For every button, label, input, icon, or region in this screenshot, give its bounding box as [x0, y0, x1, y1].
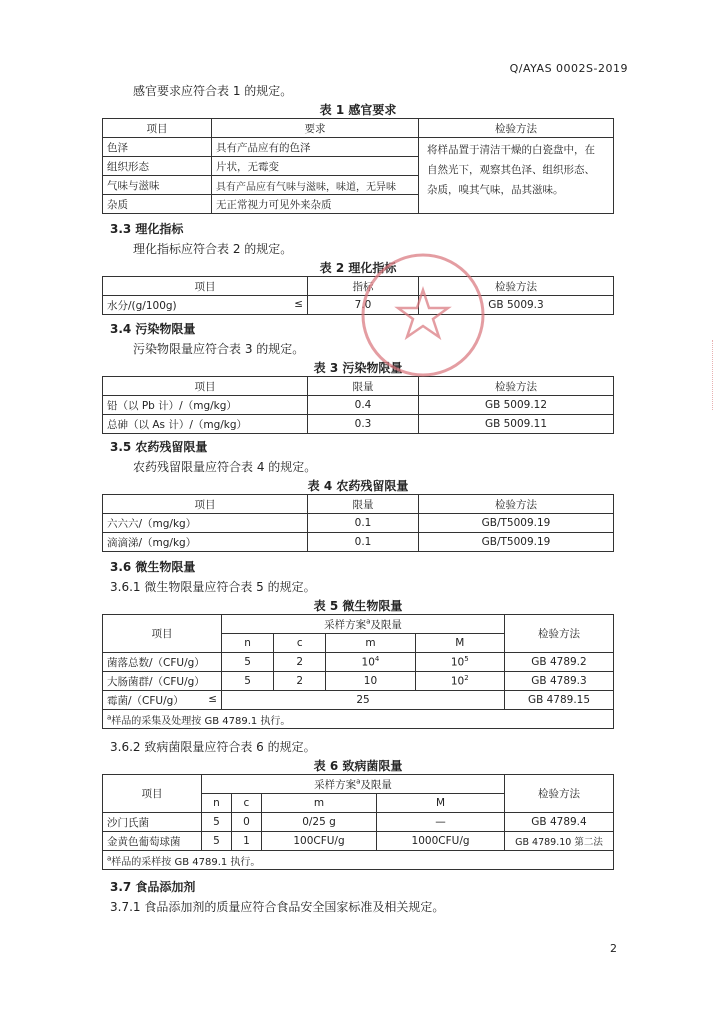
- t5-row1-m: $10^4$: [326, 653, 415, 672]
- section-3-3: 3.3 理化指标: [110, 222, 184, 236]
- t2-row-method: GB 5009.3: [419, 296, 614, 315]
- table1-caption: 表 1 感官要求: [319, 103, 397, 117]
- t1-row1-req: 具有产品应有的色泽: [212, 138, 419, 157]
- t6-row1-method: GB 4789.4: [505, 813, 614, 832]
- t5-note: $^a$样品的采集及处理按 GB 4789.1 执行。: [103, 710, 614, 729]
- t5-head-item: 项目: [103, 615, 222, 653]
- t6-sub-M: M: [377, 794, 505, 813]
- t2-row-value: 7.0: [308, 296, 419, 315]
- t5-row2-M: $10^2$: [415, 672, 504, 691]
- t4-head-item: 项目: [103, 495, 308, 514]
- t6-sub-c: c: [231, 794, 261, 813]
- t5-row1-c: 2: [274, 653, 326, 672]
- t5-sub-M: M: [415, 634, 504, 653]
- t4-row1-item: 六六六/（mg/kg）: [103, 514, 308, 533]
- t6-row2-M: 1000CFU/g: [377, 832, 505, 851]
- document-code: Q/AYAS 0002S-2019: [509, 62, 628, 75]
- section-3-6: 3.6 微生物限量: [110, 560, 196, 574]
- t2-item-label: 水分/(g/100g): [107, 299, 177, 312]
- t2-item-op: ≤: [294, 297, 303, 310]
- contaminant-intro: 污染物限量应符合表 3 的规定。: [133, 342, 305, 356]
- t6-row2-method: GB 4789.10 第二法: [505, 832, 614, 851]
- t4-row1-method: GB/T5009.19: [419, 514, 614, 533]
- t6-row2-m: 100CFU/g: [261, 832, 376, 851]
- seal-star-icon: [398, 290, 448, 337]
- t5-row2-method: GB 4789.3: [505, 672, 614, 691]
- t1-row4-req: 无正常视力可见外来杂质: [212, 195, 419, 214]
- t1-head-item: 项目: [103, 119, 212, 138]
- t3-row1-item: 铅（以 Pb 计）/（mg/kg）: [103, 396, 308, 415]
- section-3-4: 3.4 污染物限量: [110, 322, 196, 336]
- seal-edge-mark: [712, 340, 719, 410]
- t6-note: $^a$样品的采样按 GB 4789.1 执行。: [103, 851, 614, 870]
- table3-caption: 表 3 污染物限量: [313, 361, 403, 375]
- table6-caption: 表 6 致病菌限量: [313, 759, 403, 773]
- t6-row1-c: 0: [231, 813, 261, 832]
- t4-head-limit: 限量: [308, 495, 419, 514]
- t3-row2-item: 总砷（以 As 计）/（mg/kg）: [103, 415, 308, 434]
- t5-row1-M: $10^5$: [415, 653, 504, 672]
- t1-row4-item: 杂质: [103, 195, 212, 214]
- t5-mold-value: 25: [222, 691, 505, 710]
- t5-row2-m: 10: [326, 672, 415, 691]
- t1-head-method: 检验方法: [419, 119, 614, 138]
- t5-row1-method: GB 4789.2: [505, 653, 614, 672]
- table2-caption: 表 2 理化指标: [319, 261, 397, 275]
- t4-row1-limit: 0.1: [308, 514, 419, 533]
- t6-row1-M: —: [377, 813, 505, 832]
- table4-caption: 表 4 农药残留限量: [307, 479, 409, 493]
- physchem-intro: 理化指标应符合表 2 的规定。: [133, 242, 293, 256]
- t5-row1-item: 菌落总数/（CFU/g）: [103, 653, 222, 672]
- table5-caption: 表 5 微生物限量: [313, 599, 403, 613]
- t5-row2-item: 大肠菌群/（CFU/g）: [103, 672, 222, 691]
- t6-row1-n: 5: [202, 813, 232, 832]
- t3-head-method: 检验方法: [419, 377, 614, 396]
- t3-row2-method: GB 5009.11: [419, 415, 614, 434]
- t6-head-plan: 采样方案$^a$及限量: [202, 775, 505, 794]
- t2-head-index: 指标: [308, 277, 419, 296]
- sensory-intro: 感官要求应符合表 1 的规定。: [133, 84, 293, 98]
- t5-head-method: 检验方法: [505, 615, 614, 653]
- t6-row1-m: 0/25 g: [261, 813, 376, 832]
- t2-head-item: 项目: [103, 277, 308, 296]
- page-number: 2: [610, 942, 617, 955]
- t5-sub-c: c: [274, 634, 326, 653]
- t5-mold-item: 霉菌/（CFU/g） ≤: [103, 691, 222, 710]
- t4-head-method: 检验方法: [419, 495, 614, 514]
- t5-head-plan: 采样方案$^a$及限量: [222, 615, 505, 634]
- t4-row2-item: 滴滴涕/（mg/kg）: [103, 533, 308, 552]
- t3-row1-limit: 0.4: [308, 396, 419, 415]
- t5-sub-m: m: [326, 634, 415, 653]
- t3-row2-limit: 0.3: [308, 415, 419, 434]
- t5-row2-c: 2: [274, 672, 326, 691]
- t3-head-item: 项目: [103, 377, 308, 396]
- additive-text: 3.7.1 食品添加剂的质量应符合食品安全国家标准及相关规定。: [110, 900, 445, 914]
- t1-row3-item: 气味与滋味: [103, 176, 212, 195]
- t5-row2-n: 5: [222, 672, 274, 691]
- pathogen-intro: 3.6.2 致病菌限量应符合表 6 的规定。: [110, 740, 316, 754]
- t4-row2-limit: 0.1: [308, 533, 419, 552]
- t2-row-item: [103, 296, 308, 315]
- t2-head-method: 检验方法: [419, 277, 614, 296]
- t3-row1-method: GB 5009.12: [419, 396, 614, 415]
- t6-head-method: 检验方法: [505, 775, 614, 813]
- t1-method: 将样品置于清洁干燥的白瓷盘中，在自然光下，观察其色泽、组织形态、杂质，嗅其气味，品其滋味。: [419, 138, 614, 214]
- t1-row1-item: 色泽: [103, 138, 212, 157]
- table4: [102, 494, 614, 552]
- section-3-7: 3.7 食品添加剂: [110, 880, 196, 894]
- t3-head-limit: 限量: [308, 377, 419, 396]
- t1-row2-item: 组织形态: [103, 157, 212, 176]
- t6-sub-m: m: [261, 794, 376, 813]
- t1-row2-req: 片状，无霉变: [212, 157, 419, 176]
- table3: [102, 376, 614, 434]
- section-3-5: 3.5 农药残留限量: [110, 440, 208, 454]
- t6-sub-n: n: [202, 794, 232, 813]
- t6-head-item: 项目: [103, 775, 202, 813]
- pesticide-intro: 农药残留限量应符合表 4 的规定。: [133, 460, 317, 474]
- t1-row3-req: 具有产品应有气味与滋味，味道，无异味: [212, 176, 419, 195]
- t6-row2-c: 1: [231, 832, 261, 851]
- t4-row2-method: GB/T5009.19: [419, 533, 614, 552]
- t5-sub-n: n: [222, 634, 274, 653]
- company-seal: [358, 250, 488, 380]
- micro-intro: 3.6.1 微生物限量应符合表 5 的规定。: [110, 580, 316, 594]
- table6: [102, 774, 614, 870]
- t5-mold-method: GB 4789.15: [505, 691, 614, 710]
- table1: [102, 118, 614, 214]
- t6-row1-item: 沙门氏菌: [103, 813, 202, 832]
- table5: [102, 614, 614, 729]
- t1-head-req: 要求: [212, 119, 419, 138]
- t6-row2-item: 金黄色葡萄球菌: [103, 832, 202, 851]
- t6-row2-n: 5: [202, 832, 232, 851]
- t5-row1-n: 5: [222, 653, 274, 672]
